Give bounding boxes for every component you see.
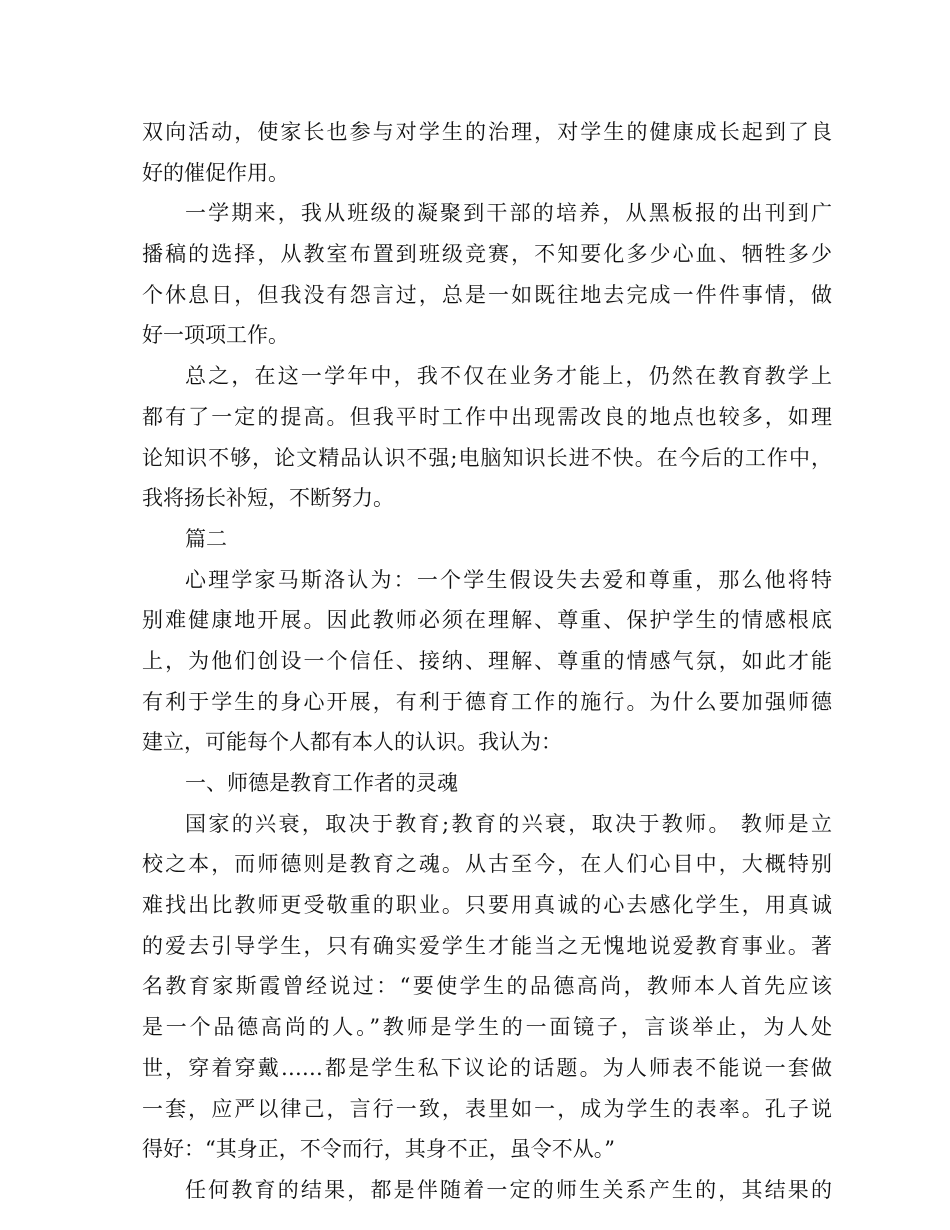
text-line: 建立，可能每个人都有本人的认识。我认为： [142,730,562,755]
text-line: 校之本，而师德则是教育之魂。从古至今，在人们心目中，大概特别 [142,852,832,877]
text-line: 得好：“其身正，不令而行，其身不正，虽令不从。” [142,1137,615,1162]
text-line: 的爱去引导学生，只有确实爱学生才能当之无愧地说爱教育事业。著 [142,933,832,958]
text-line: 双向活动，使家长也参与对学生的治理，对学生的健康成长起到了良 [142,120,832,144]
paragraph-first-line: 国家的兴衰，取决于教育;教育的兴衰，取决于教师。 教师是立 [185,811,832,836]
text-line: 世，穿着穿戴……都是学生私下议论的话题。为人师表不能说一套做 [142,1055,832,1080]
text-line: 别难健康地开展。因此教师必须在理解、尊重、保护学生的情感根底 [142,608,832,633]
paragraph-first-line: 任何教育的结果，都是伴随着一定的师生关系产生的，其结果的 [185,1177,832,1202]
text-line: 都有了一定的提高。但我平时工作中出现需改良的地点也较多，如理 [142,404,832,429]
text-line: 有利于学生的身心开展，有利于德育工作的施行。为什么要加强师德 [142,689,832,714]
text-line: 好一项项工作。 [142,323,289,348]
text-line: 播稿的选择，从教室布置到班级竞赛，不知要化多少心血、牺牲多少 [142,242,832,267]
text-line: 上，为他们创设一个信任、接纳、理解、尊重的情感气氛，如此才能 [142,648,832,673]
document-body [142,112,832,1211]
text-line: 个休息日，但我没有怨言过，总是一如既往地去完成一件件事情，做 [142,282,832,307]
text-line: 名教育家斯霞曾经说过：“要使学生的品德高尚，教师本人首先应该 [142,974,832,999]
text-line: 我将扬长补短，不断努力。 [142,486,394,511]
text-line: 难找出比教师更受敬重的职业。只要用真诚的心去感化学生，用真诚 [142,893,832,918]
paragraph-first-line: 总之，在这一学年中，我不仅在业务才能上，仍然在教育教学上 [185,364,832,389]
text-line: 好的催促作用。 [142,160,289,185]
text-line: 是一个品德高尚的人。”教师是学生的一面镜子，言谈举止，为人处 [142,1015,832,1040]
section-heading: 篇二 [185,526,227,551]
paragraph-first-line: 一学期来，我从班级的凝聚到干部的培养，从黑板报的出刊到广 [185,201,832,226]
paragraph-first-line: 心理学家马斯洛认为：一个学生假设失去爱和尊重，那么他将特 [185,567,832,592]
text-line: 一套，应严以律己，言行一致，表里如一，成为学生的表率。孔子说 [142,1096,832,1121]
text-line: 论知识不够，论文精品认识不强;电脑知识长进不快。在今后的工作中， [142,445,832,470]
subsection-heading: 一、师德是教育工作者的灵魂 [185,771,458,795]
